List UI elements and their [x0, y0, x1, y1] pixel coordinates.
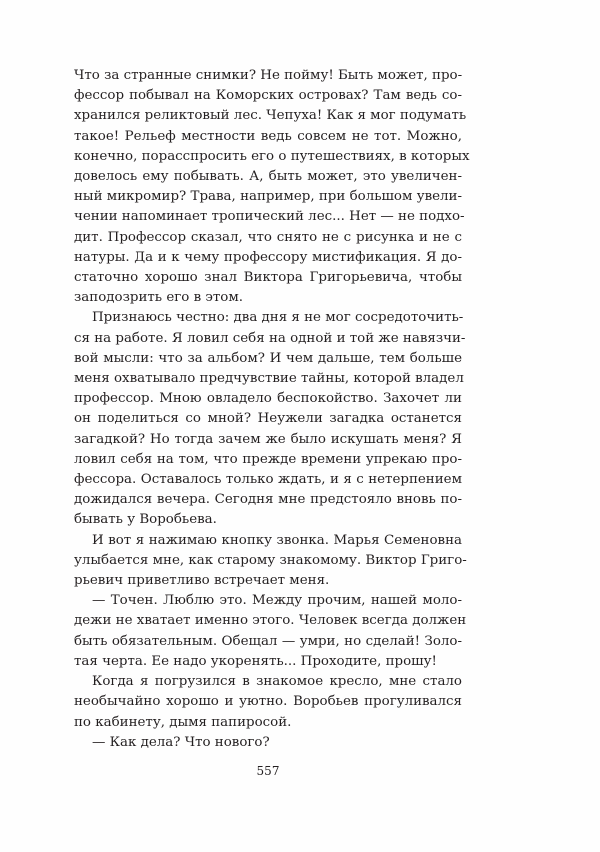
text-line: Признаюсь честно: два дня я не мог сосредоточить-	[92, 310, 464, 326]
text-line: загадкой? Но тогда зачем же было искушать меня? Я	[74, 431, 462, 447]
text-line: фессора. Оставалось только ждать, и я с нетерпением	[74, 472, 462, 488]
text-line: дожидался вечера. Сегодня мне предстояло вновь по-	[74, 492, 462, 508]
paragraph-1	[74, 66, 470, 308]
text-line: заподозрить его в этом.	[74, 290, 244, 306]
text-line: довелось ему побывать. А, быть может, это увеличен-	[74, 169, 462, 185]
text-line: такое! Рельеф местности ведь совсем не тот. Можно,	[74, 128, 462, 144]
paragraph-2	[74, 308, 466, 530]
text-line: быть обязательным. Обещал — умри, но сделай! Золо-	[74, 633, 462, 649]
page-number: 557	[256, 764, 280, 778]
text-line: улыбается мне, как старому знакомому. Виктор Григо-	[74, 552, 467, 568]
text-line: фессор побывал на Коморских островах? Там ведь со-	[74, 88, 462, 104]
body-text	[74, 66, 470, 753]
text-line: дит. Профессор сказал, что снято не с рисунка и не с	[74, 229, 462, 245]
paragraph-5	[74, 672, 462, 733]
text-line: рьевич приветливо встречает меня.	[74, 573, 330, 589]
text-line: вой мысли: что за альбом? И чем дальше, тем больше	[74, 350, 462, 366]
text-line: ловил себя на том, что прежде времени упрекаю про-	[74, 451, 462, 467]
text-line: статочно хорошо знал Виктора Григорьевича, чтобы	[74, 270, 462, 286]
text-line: меня охватывало предчувствие тайны, которой владел	[74, 371, 464, 387]
paragraph-4	[74, 591, 467, 672]
text-line: Когда я погрузился в знакомое кресло, мне стало	[92, 674, 462, 690]
text-line: хранился реликтовый лес. Чепуха! Как я мог подумать	[74, 108, 467, 124]
text-line: И вот я нажимаю кнопку звонка. Марья Семеновна	[92, 532, 462, 548]
text-line: — Точен. Люблю это. Между прочим, нашей моло-	[92, 593, 462, 609]
text-line: натуры. Да и к чему профессору мистификация. Я до-	[74, 249, 462, 265]
text-line: чении напоминает тропический лес... Нет — не подхо-	[74, 209, 465, 225]
paragraph-3	[74, 531, 467, 592]
text-line: по кабинету, дымя папиросой.	[74, 714, 292, 730]
text-line: ный микромир? Трава, например, при большом увели-	[74, 189, 462, 205]
text-line: Что за странные снимки? Не пойму! Быть может, про-	[74, 68, 463, 83]
text-line: тая черта. Ее надо укоренять... Проходите, прошу!	[74, 653, 437, 669]
text-line: бывать у Воробьева.	[74, 512, 217, 528]
paragraph-6	[74, 733, 462, 753]
text-line: профессор. Мною овладело беспокойство. Захочет ли	[74, 391, 462, 407]
text-line: конечно, порасспросить его о путешествиях, в которых	[74, 148, 470, 164]
text-line: дежи не хватает именно этого. Человек всегда должен	[74, 613, 467, 629]
text-line: он поделиться со мной? Неужели загадка останется	[74, 411, 462, 427]
text-line: необычайно хорошо и уютно. Воробьев прогуливался	[74, 694, 462, 710]
text-line: ся на работе. Я ловил себя на одной и той же навязчи-	[74, 330, 466, 346]
text-line: — Как дела? Что нового?	[92, 734, 270, 750]
